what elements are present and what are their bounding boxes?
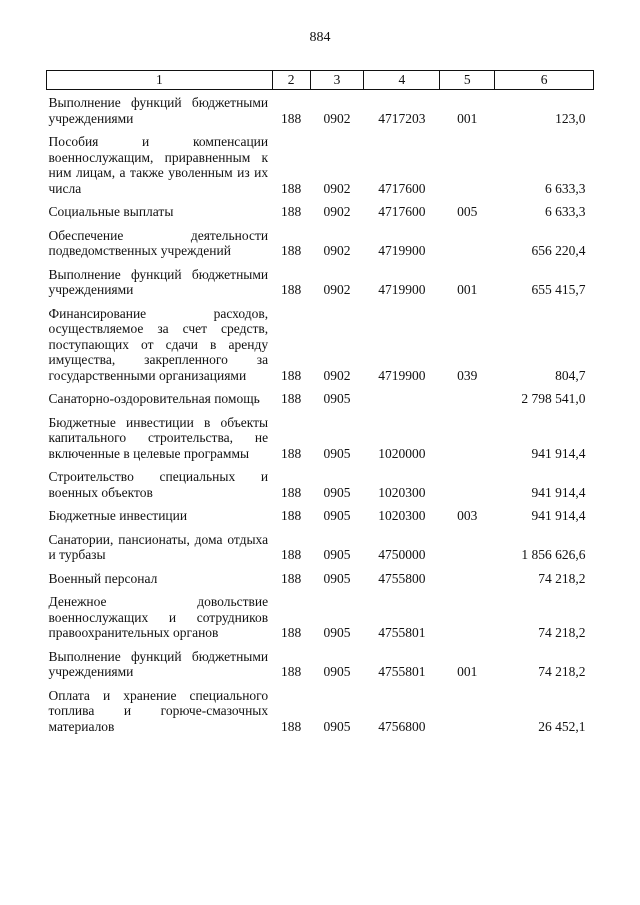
row-name: Санатории, пансионаты, дома отдыха и турбазы: [48, 531, 269, 562]
table-row: [47, 223, 594, 262]
row-expense-type-code: [440, 566, 495, 590]
table-row: [47, 386, 594, 410]
row-target-code: 4717600: [378, 180, 426, 196]
row-name: Выполнение функций бюджетными учреждениями: [48, 95, 269, 126]
row-amount: 655 415,7: [531, 282, 586, 297]
row-target-code: 4750000: [378, 547, 426, 562]
row-expense-type-code: [440, 527, 495, 566]
table-row: [47, 199, 594, 223]
column-header: 3: [310, 71, 364, 90]
table-row: [47, 503, 594, 527]
row-name: Выполнение функций бюджетными учреждениями: [48, 266, 269, 297]
table-body: [47, 90, 594, 738]
row-expense-type-code: [440, 223, 495, 262]
row-expense-type-code: 039: [457, 367, 478, 383]
row-target-code: 1020000: [378, 445, 426, 461]
row-section-code: 0905: [323, 391, 351, 406]
table-row: [47, 644, 594, 683]
row-section-code: 0905: [323, 508, 351, 523]
table-row: [47, 90, 594, 130]
column-header: 2: [272, 71, 310, 90]
row-target-code: 4755801: [378, 664, 426, 679]
row-section-code: 0905: [323, 547, 351, 562]
row-name: Финансирование расходов, осуществляемое за счет средств, поступающих от сдачи в аренду имущества, закрепленного за государственными организациями: [48, 305, 269, 383]
row-ministry-code: 188: [280, 664, 302, 679]
row-target-code: 4719900: [378, 367, 426, 383]
row-amount: 656 220,4: [531, 243, 586, 258]
row-ministry-code: 188: [280, 110, 302, 126]
row-ministry-code: 188: [280, 391, 302, 406]
row-ministry-code: 188: [280, 625, 302, 640]
table-row: [47, 589, 594, 644]
table-row: [47, 527, 594, 566]
row-expense-type-code: [440, 464, 495, 503]
row-expense-type-code: 001: [457, 110, 478, 126]
row-name: Денежное довольствие военнослужащих и сотрудников правоохранительных органов: [48, 594, 269, 640]
row-expense-type-code: [440, 129, 495, 199]
row-ministry-code: 188: [280, 570, 302, 586]
row-amount: 6 633,3: [545, 180, 586, 196]
row-ministry-code: 188: [280, 282, 302, 297]
row-ministry-code: 188: [280, 484, 302, 500]
row-section-code: 0902: [323, 243, 351, 258]
row-expense-type-code: [440, 386, 495, 410]
row-amount: 941 914,4: [531, 484, 586, 500]
page-number: 884: [309, 30, 331, 45]
row-amount: 1 856 626,6: [521, 547, 586, 562]
row-target-code: 4719900: [378, 282, 426, 297]
row-target-code: 4755800: [378, 570, 426, 586]
row-name: Санаторно-оздоровительная помощь: [48, 391, 260, 406]
row-section-code: 0902: [323, 110, 351, 126]
row-section-code: 0905: [323, 484, 351, 500]
row-expense-type-code: [440, 683, 495, 738]
row-target-code: 4717600: [378, 204, 426, 219]
table-row: [47, 464, 594, 503]
row-ministry-code: 188: [280, 367, 302, 383]
row-amount: 6 633,3: [545, 204, 586, 219]
column-header: 6: [495, 71, 594, 90]
row-target-code: [364, 386, 440, 410]
header-row: [47, 71, 594, 90]
row-name: Военный персонал: [48, 570, 158, 586]
row-amount: 2 798 541,0: [521, 391, 586, 406]
column-header: 5: [440, 71, 495, 90]
row-section-code: 0905: [323, 664, 351, 679]
row-ministry-code: 188: [280, 445, 302, 461]
row-name: Социальные выплаты: [48, 204, 174, 219]
row-section-code: 0902: [323, 367, 351, 383]
table-row: [47, 129, 594, 199]
row-target-code: 1020300: [378, 508, 426, 523]
row-name: Оплата и хранение специального топлива и горюче-смазочных материалов: [48, 687, 269, 734]
row-target-code: 4719900: [378, 243, 426, 258]
row-section-code: 0905: [323, 718, 351, 734]
row-ministry-code: 188: [280, 718, 302, 734]
row-target-code: 4717203: [378, 110, 426, 126]
row-expense-type-code: 001: [457, 664, 478, 679]
row-ministry-code: 188: [280, 508, 302, 523]
row-name: Бюджетные инвестиции: [48, 508, 188, 523]
row-amount: 74 218,2: [538, 664, 586, 679]
row-amount: 941 914,4: [531, 508, 586, 523]
row-target-code: 4755801: [378, 625, 426, 640]
row-amount: 74 218,2: [538, 625, 586, 640]
row-amount: 123,0: [555, 110, 586, 126]
row-expense-type-code: [440, 589, 495, 644]
row-section-code: 0905: [323, 625, 351, 640]
row-section-code: 0902: [323, 282, 351, 297]
row-amount: 74 218,2: [538, 570, 586, 586]
row-amount: 804,7: [555, 367, 586, 383]
row-name: Строительство специальных и военных объектов: [48, 469, 269, 500]
row-amount: 941 914,4: [531, 445, 586, 461]
row-expense-type-code: [440, 410, 495, 465]
row-ministry-code: 188: [280, 547, 302, 562]
table-row: [47, 301, 594, 387]
row-name: Пособия и компенсации военнослужащим, приравненным к ним лицам, а также уволенным из их числа: [48, 134, 269, 196]
table-row: [47, 566, 594, 590]
row-name: Выполнение функций бюджетными учреждениями: [48, 648, 269, 679]
budget-table: [46, 70, 594, 737]
row-section-code: 0902: [323, 180, 351, 196]
table-row: [47, 683, 594, 738]
row-section-code: 0902: [323, 204, 351, 219]
row-section-code: 0905: [323, 570, 351, 586]
row-ministry-code: 188: [280, 180, 302, 196]
row-target-code: 1020300: [378, 484, 426, 500]
table-row: [47, 410, 594, 465]
row-name: Обеспечение деятельности подведомственных учреждений: [48, 227, 269, 258]
row-section-code: 0905: [323, 445, 351, 461]
row-target-code: 4756800: [378, 718, 426, 734]
row-ministry-code: 188: [280, 204, 302, 219]
column-header: 4: [364, 71, 440, 90]
row-ministry-code: 188: [280, 243, 302, 258]
row-expense-type-code: 003: [457, 508, 478, 523]
row-amount: 26 452,1: [538, 718, 586, 734]
table-row: [47, 262, 594, 301]
row-expense-type-code: 005: [457, 204, 478, 219]
row-expense-type-code: 001: [457, 282, 478, 297]
row-name: Бюджетные инвестиции в объекты капитального строительства, не включенные в целевые программы: [48, 414, 269, 461]
column-header: 1: [47, 71, 273, 90]
